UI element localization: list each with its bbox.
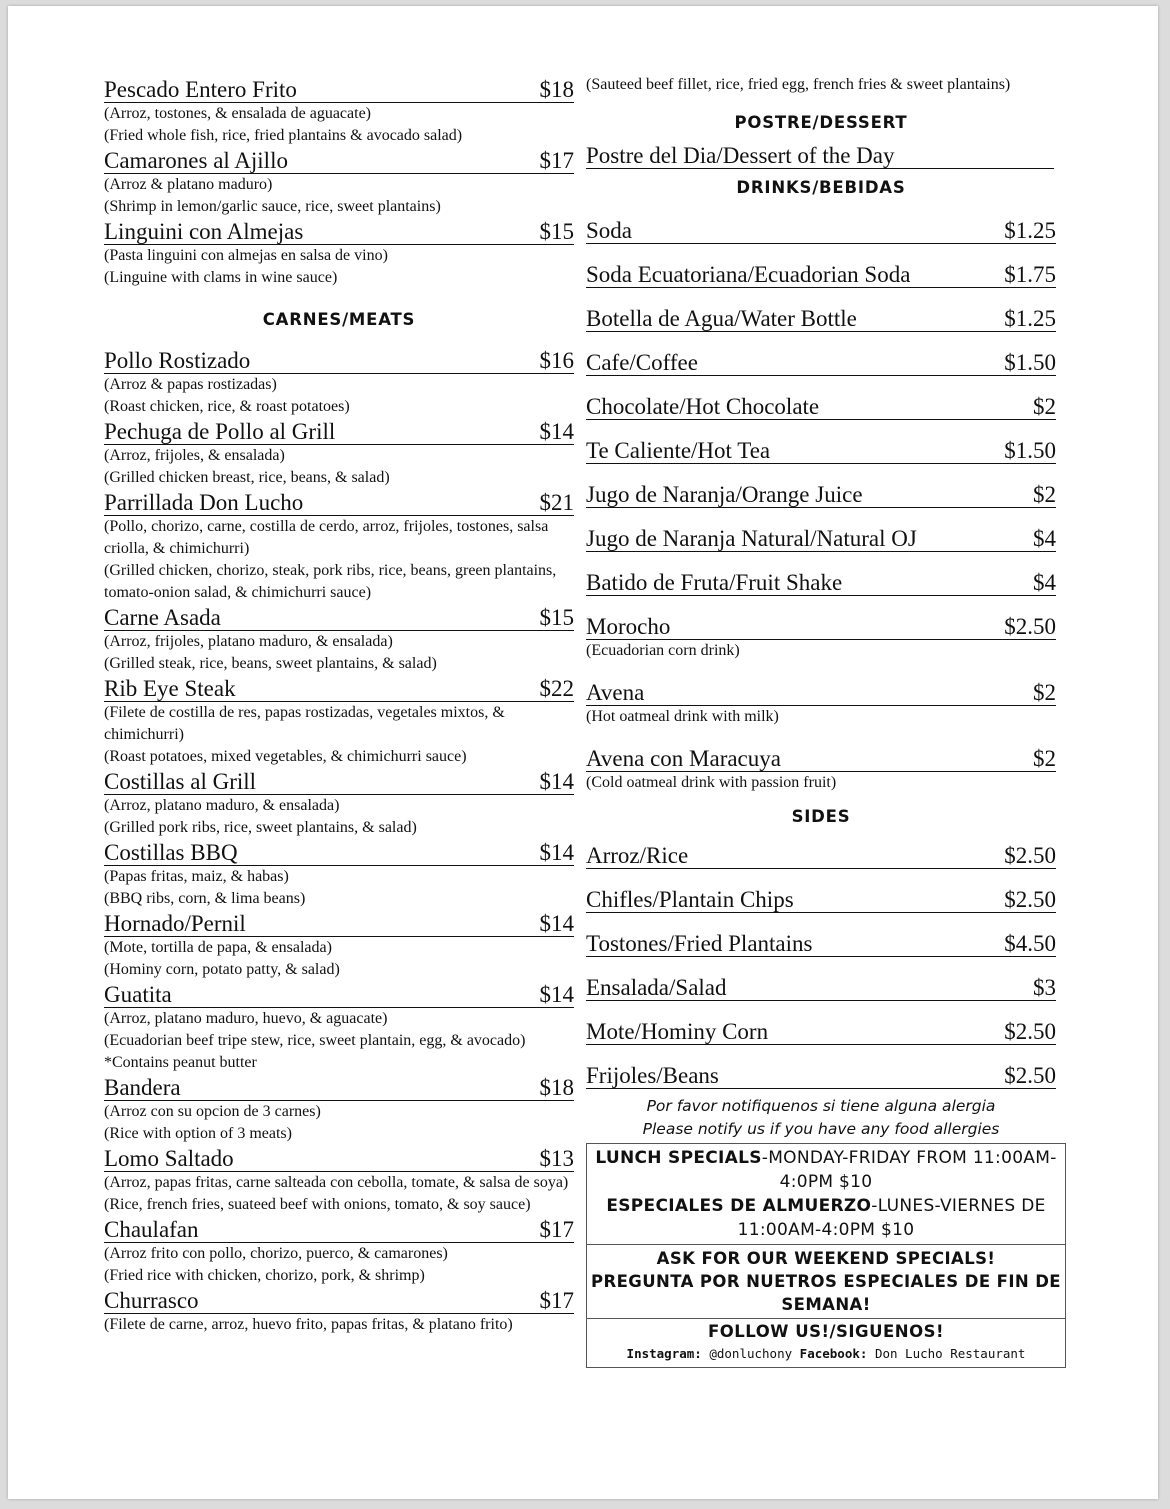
- menu-page: [8, 6, 1158, 1499]
- menu-item-price: $14: [539, 840, 574, 865]
- menu-item-line: [104, 1145, 574, 1172]
- menu-item-line: [586, 930, 1056, 957]
- menu-item-description: (Ecuadorian corn drink): [586, 642, 740, 659]
- menu-item-name: Frijoles/Beans: [586, 1063, 719, 1088]
- menu-item-line: [104, 1287, 574, 1314]
- menu-item: [104, 675, 574, 768]
- follow-title: FOLLOW US!/SIGUENOS!: [707, 1322, 945, 1341]
- follow-us-block: [586, 1318, 1066, 1368]
- sides-section: [586, 842, 1056, 1089]
- menu-item-description: (Arroz, tostones, & ensalada de aguacate): [104, 105, 371, 122]
- weekend-line-en: ASK FOR OUR WEEKEND SPECIALS!: [656, 1249, 996, 1268]
- menu-item-name: Avena con Maracuya: [586, 746, 781, 771]
- menu-item-price: $2.50: [1004, 1019, 1056, 1044]
- menu-item-description: (Hot oatmeal drink with milk): [586, 708, 779, 725]
- menu-item-price: $1.25: [1004, 218, 1056, 243]
- menu-item-line: [586, 1018, 1056, 1045]
- menu-item-name: Pollo Rostizado: [104, 348, 251, 373]
- menu-item-name: Churrasco: [104, 1288, 199, 1313]
- menu-item-price: $2: [1033, 680, 1056, 705]
- weekend-line-es: PREGUNTA POR NUETROS ESPECIALES DE FIN DE SEMANA!: [591, 1272, 1061, 1314]
- menu-item-line: [586, 886, 1056, 913]
- menu-item-line: [104, 910, 574, 937]
- specials-box: [586, 1143, 1066, 1368]
- menu-item: [104, 768, 574, 839]
- menu-item-line: [104, 981, 574, 1008]
- menu-item-price: $4.50: [1004, 931, 1056, 956]
- menu-item-name: Hornado/Pernil: [104, 911, 246, 936]
- menu-item-name: Guatita: [104, 982, 172, 1007]
- menu-item-line: [104, 147, 574, 174]
- menu-item-description: (Arroz, papas fritas, carne salteada con cebolla, tomate, & salsa de soya): [104, 1174, 569, 1191]
- menu-item: [104, 489, 574, 604]
- lunch-label-es: ESPECIALES DE ALMUERZO: [606, 1196, 872, 1216]
- menu-item: [586, 886, 1056, 913]
- menu-item-price: $2.50: [1004, 887, 1056, 912]
- lunch-text-en: -MONDAY-FRIDAY FROM 11:00AM-4:0PM $10: [761, 1148, 1057, 1192]
- dessert-item-name: Postre del Dia/Dessert of the Day: [586, 143, 895, 168]
- menu-item-line: [586, 613, 1056, 640]
- menu-item-name: Soda: [586, 218, 632, 243]
- menu-item: [104, 218, 574, 289]
- menu-item-line: [586, 393, 1056, 420]
- allergy-notice: [586, 1095, 1056, 1141]
- menu-item-price: $2: [1033, 394, 1056, 419]
- menu-item-line: [586, 305, 1056, 332]
- menu-item: [586, 930, 1056, 957]
- menu-item-name: Morocho: [586, 614, 671, 639]
- menu-item-description: (Arroz, frijoles, platano maduro, & ensalada): [104, 633, 393, 650]
- menu-item-line: [104, 347, 574, 374]
- menu-item-name: Costillas BBQ: [104, 840, 238, 865]
- menu-item-description: (Papas fritas, maiz, & habas): [104, 868, 289, 885]
- menu-item: [104, 1216, 574, 1287]
- menu-item-price: $2: [1033, 482, 1056, 507]
- menu-item-price: $1.50: [1004, 438, 1056, 463]
- menu-item-price: $1.50: [1004, 350, 1056, 375]
- menu-item: [586, 745, 1056, 794]
- dessert-item: [586, 142, 1056, 169]
- menu-item-name: Batido de Fruta/Fruit Shake: [586, 570, 843, 595]
- menu-item-description: (Arroz frito con pollo, chorizo, puerco, & camarones): [104, 1245, 448, 1262]
- menu-item-name: Chocolate/Hot Chocolate: [586, 394, 820, 419]
- lunch-text-es: -LUNES-VIERNES DE 11:00AM-4:0PM $10: [737, 1196, 1046, 1240]
- menu-item-line: [586, 745, 1056, 772]
- menu-item: [104, 147, 574, 218]
- menu-item-name: Pescado Entero Frito: [104, 77, 297, 102]
- menu-item: [104, 1145, 574, 1216]
- menu-item-description: (Pollo, chorizo, carne, costilla de cerdo, arroz, frijoles, tostones, salsa criolla, & chimichurri): [104, 518, 549, 557]
- menu-item: [104, 76, 574, 147]
- menu-item: [586, 305, 1056, 332]
- menu-item-name: Jugo de Naranja/Orange Juice: [586, 482, 863, 507]
- menu-item-description: (Rice with option of 3 meats): [104, 1125, 292, 1142]
- weekend-specials-block: [586, 1244, 1066, 1318]
- menu-item-line: [104, 604, 574, 631]
- menu-item-description: (Fried rice with chicken, chorizo, pork, & shrimp): [104, 1267, 425, 1284]
- menu-item-line: [104, 1074, 574, 1101]
- drinks-section: [586, 217, 1056, 794]
- allergy-notice-en: Please notify us if you have any food allergies: [642, 1120, 1000, 1138]
- menu-item-price: $14: [539, 911, 574, 936]
- menu-item-line: [104, 76, 574, 103]
- menu-item-name: Tostones/Fried Plantains: [586, 931, 813, 956]
- churrasco-description-continued: (Sauteed beef fillet, rice, fried egg, french fries & sweet plantains): [586, 76, 1011, 93]
- menu-item-line: [586, 525, 1056, 552]
- menu-item-name: Te Caliente/Hot Tea: [586, 438, 771, 463]
- menu-item-price: $18: [539, 1075, 574, 1100]
- menu-item-description: (Roast chicken, rice, & roast potatoes): [104, 398, 350, 415]
- menu-item-description: (Arroz & platano maduro): [104, 176, 273, 193]
- menu-item-price: $2.50: [1004, 843, 1056, 868]
- menu-item: [104, 839, 574, 910]
- menu-item: [586, 437, 1056, 464]
- menu-item-line: [586, 437, 1056, 464]
- menu-item-name: Avena: [586, 680, 645, 705]
- menu-item-line: [104, 418, 574, 445]
- menu-item-price: $22: [539, 676, 574, 701]
- seafood-section: [104, 76, 574, 289]
- menu-item-description: (Grilled chicken breast, rice, beans, & salad): [104, 469, 390, 486]
- menu-item-price: $13: [539, 1146, 574, 1171]
- menu-item: [586, 217, 1056, 244]
- menu-item-price: $2: [1033, 746, 1056, 771]
- menu-item-description: (Mote, tortilla de papa, & ensalada): [104, 939, 332, 956]
- menu-item-price: $3: [1033, 975, 1056, 1000]
- menu-item-price: $17: [539, 1217, 574, 1242]
- menu-item-name: Botella de Agua/Water Bottle: [586, 306, 857, 331]
- menu-item-description: (Grilled pork ribs, rice, sweet plantains, & salad): [104, 819, 417, 836]
- menu-item-name: Cafe/Coffee: [586, 350, 698, 375]
- menu-item-line: [586, 974, 1056, 1001]
- menu-item-description: (Arroz, platano maduro, & ensalada): [104, 797, 340, 814]
- menu-item-description: (Filete de carne, arroz, huevo frito, papas fritas, & platano frito): [104, 1316, 513, 1333]
- menu-item: [104, 418, 574, 489]
- menu-item-name: Soda Ecuatoriana/Ecuadorian Soda: [586, 262, 911, 287]
- facebook-label: Facebook:: [799, 1346, 868, 1361]
- menu-item-description: (Arroz con su opcion de 3 carnes): [104, 1103, 321, 1120]
- menu-item: [586, 569, 1056, 596]
- menu-item-name: Ensalada/Salad: [586, 975, 727, 1000]
- menu-item: [104, 347, 574, 418]
- menu-item-name: Bandera: [104, 1075, 181, 1100]
- menu-item-line: [104, 675, 574, 702]
- menu-item-description: (Linguine with clams in wine sauce): [104, 269, 338, 286]
- menu-item: [104, 981, 574, 1074]
- menu-item-line: [104, 768, 574, 795]
- instagram-handle: @donluchony: [709, 1346, 793, 1361]
- menu-item-price: $2.50: [1004, 1063, 1056, 1088]
- menu-item: [104, 1287, 574, 1336]
- menu-item-price: $17: [539, 1288, 574, 1313]
- menu-item-description: (Cold oatmeal drink with passion fruit): [586, 774, 837, 791]
- menu-item: [586, 613, 1056, 662]
- facebook-handle: Don Lucho Restaurant: [874, 1346, 1026, 1361]
- menu-item-description: (Shrimp in lemon/garlic sauce, rice, sweet plantains): [104, 198, 441, 215]
- menu-item-line: [104, 218, 574, 245]
- right-column: [586, 74, 1061, 1368]
- menu-item-name: Pechuga de Pollo al Grill: [104, 419, 336, 444]
- menu-item-name: Rib Eye Steak: [104, 676, 236, 701]
- menu-item: [104, 604, 574, 675]
- menu-item: [586, 679, 1056, 728]
- menu-item: [586, 349, 1056, 376]
- menu-item-line: [586, 481, 1056, 508]
- menu-item: [586, 261, 1056, 288]
- allergy-notice-es: Por favor notifiquenos si tiene alguna alergia: [646, 1097, 996, 1115]
- menu-item-line: [586, 1062, 1056, 1089]
- menu-item-price: $15: [539, 219, 574, 244]
- menu-item-name: Carne Asada: [104, 605, 221, 630]
- sides-heading: SIDES: [791, 807, 851, 826]
- menu-item-price: $14: [539, 982, 574, 1007]
- menu-item-line: [586, 261, 1056, 288]
- left-column: [104, 76, 574, 1336]
- menu-item-description: (Grilled steak, rice, beans, sweet plantains, & salad): [104, 655, 437, 672]
- lunch-label-en: LUNCH SPECIALS: [595, 1148, 762, 1168]
- menu-item-description: (Grilled chicken, chorizo, steak, pork ribs, rice, beans, green plantains, tomato-onion salad, & chimichurri sauce): [104, 562, 557, 601]
- menu-item: [586, 1062, 1056, 1089]
- menu-item-name: Linguini con Almejas: [104, 219, 304, 244]
- menu-item-name: Arroz/Rice: [586, 843, 689, 868]
- menu-item-line: [104, 1216, 574, 1243]
- menu-item-price: $1.25: [1004, 306, 1056, 331]
- menu-item-price: $4: [1033, 526, 1056, 551]
- menu-item-line: [104, 839, 574, 866]
- menu-item-line: [586, 569, 1056, 596]
- menu-item: [104, 1074, 574, 1145]
- menu-item-name: Costillas al Grill: [104, 769, 257, 794]
- menu-item-line: [104, 489, 574, 516]
- menu-item-description: (Arroz, platano maduro, huevo, & aguacate): [104, 1010, 388, 1027]
- menu-item-price: $14: [539, 419, 574, 444]
- menu-item-description: (Filete de costilla de res, papas rostizadas, vegetales mixtos, & chimichurri): [104, 704, 505, 743]
- lunch-specials-block: [586, 1143, 1066, 1244]
- menu-item-line: [586, 349, 1056, 376]
- menu-item-description: (Arroz, frijoles, & ensalada): [104, 447, 285, 464]
- menu-item-name: Camarones al Ajillo: [104, 148, 288, 173]
- menu-item: [586, 974, 1056, 1001]
- menu-item-name: Parrillada Don Lucho: [104, 490, 304, 515]
- menu-item-price: $14: [539, 769, 574, 794]
- menu-item-name: Jugo de Naranja Natural/Natural OJ: [586, 526, 917, 551]
- menu-item-name: Chaulafan: [104, 1217, 199, 1242]
- menu-item-line: [586, 217, 1056, 244]
- social-handles: [591, 1343, 1061, 1365]
- menu-item-line: [586, 679, 1056, 706]
- menu-item-description: (BBQ ribs, corn, & lima beans): [104, 890, 306, 907]
- menu-item: [586, 842, 1056, 869]
- menu-item-price: $2.50: [1004, 614, 1056, 639]
- menu-item-line: [586, 842, 1056, 869]
- menu-item-description: (Arroz & papas rostizadas): [104, 376, 277, 393]
- menu-item-price: $21: [539, 490, 574, 515]
- menu-item-price: $1.75: [1004, 262, 1056, 287]
- menu-item: [104, 910, 574, 981]
- menu-item-price: $16: [539, 348, 574, 373]
- meats-section: [104, 347, 574, 1336]
- menu-item-description: (Roast potatoes, mixed vegetables, & chimichurri sauce): [104, 748, 467, 765]
- menu-item: [586, 1018, 1056, 1045]
- menu-item-price: $4: [1033, 570, 1056, 595]
- menu-item: [586, 393, 1056, 420]
- drinks-heading: DRINKS/BEBIDAS: [736, 178, 906, 197]
- menu-item-description: (Ecuadorian beef tripe stew, rice, sweet plantain, egg, & avocado) *Contains peanut butter: [104, 1032, 526, 1071]
- meats-heading: CARNES/MEATS: [262, 310, 416, 329]
- menu-item-description: (Rice, french fries, suateed beef with onions, tomato, & soy sauce): [104, 1196, 531, 1213]
- menu-item: [586, 481, 1056, 508]
- menu-item-description: (Hominy corn, potato patty, & salad): [104, 961, 340, 978]
- dessert-heading: POSTRE/DESSERT: [734, 113, 908, 132]
- menu-item: [586, 525, 1056, 552]
- menu-item-name: Chifles/Plantain Chips: [586, 887, 794, 912]
- menu-item-name: Lomo Saltado: [104, 1146, 234, 1171]
- instagram-label: Instagram:: [626, 1346, 702, 1361]
- menu-item-description: (Pasta linguini con almejas en salsa de vino): [104, 247, 388, 264]
- menu-item-name: Mote/Hominy Corn: [586, 1019, 769, 1044]
- menu-item-price: $17: [539, 148, 574, 173]
- menu-item-price: $18: [539, 77, 574, 102]
- menu-item-description: (Fried whole fish, rice, fried plantains & avocado salad): [104, 127, 463, 144]
- menu-item-price: $15: [539, 605, 574, 630]
